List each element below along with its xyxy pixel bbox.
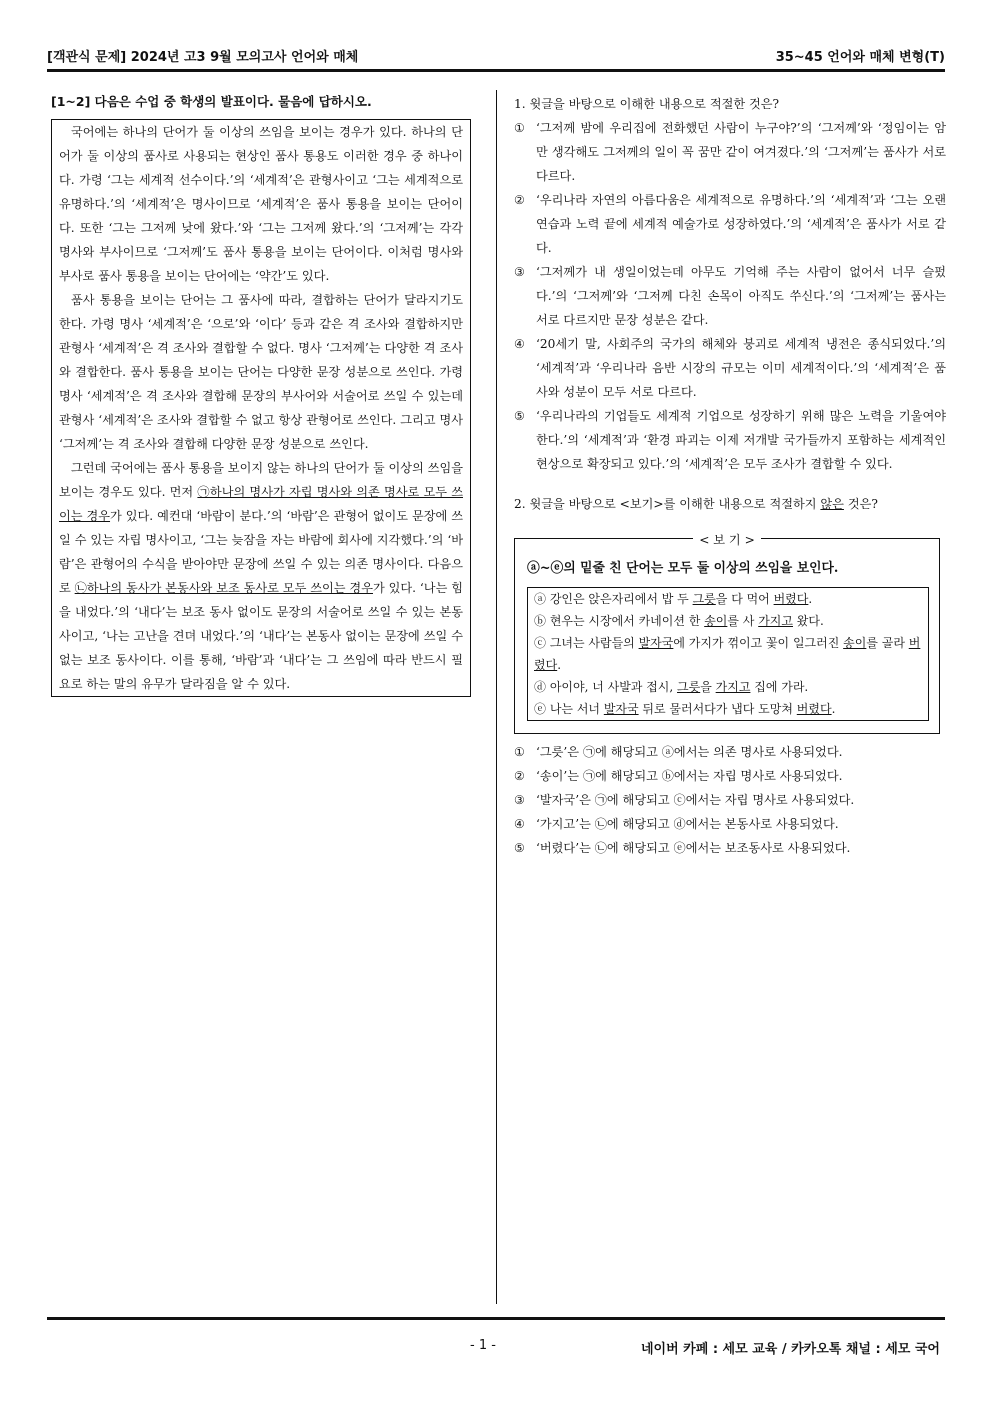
bogi-heading: ⓐ~ⓔ의 밑줄 친 단어는 모두 둘 이상의 쓰임을 보인다. xyxy=(527,561,839,576)
answer-option[interactable] xyxy=(514,116,946,188)
bogi-example xyxy=(534,698,922,720)
left-column xyxy=(51,92,471,697)
question-2 xyxy=(514,492,946,860)
column-divider xyxy=(496,90,497,1304)
example-text: ⓒ 그녀는 사람들의 xyxy=(534,636,639,650)
answer-option[interactable] xyxy=(514,188,946,260)
page-number: - 1 - xyxy=(470,1338,496,1353)
option-number: ① xyxy=(514,121,525,135)
example-text: 집에 가라. xyxy=(750,680,809,694)
example-text: . xyxy=(831,702,836,716)
example-target: 그릇 xyxy=(677,680,701,694)
option-number: ③ xyxy=(514,265,525,279)
option-number: ③ xyxy=(514,793,525,807)
footer-rule xyxy=(47,1317,945,1320)
reading-passage xyxy=(51,119,471,697)
example-text: . xyxy=(557,658,562,672)
example-text: 를 사 xyxy=(727,614,759,628)
example-text: ⓐ 강인은 앉은자리에서 밥 두 xyxy=(534,592,693,606)
bogi-example xyxy=(534,632,922,676)
bogi-examples xyxy=(527,587,929,721)
answer-option[interactable] xyxy=(514,332,946,404)
option-text: ‘발자국’은 ㉠에 해당되고 ⓒ에서는 자립 명사로 사용되었다. xyxy=(536,793,855,807)
example-target: 발자국 xyxy=(638,636,674,650)
example-text: 에 가지가 꺾이고 꽃이 일그러진 xyxy=(673,636,844,650)
question-2-options xyxy=(514,740,946,860)
example-target: 버렸다 xyxy=(534,636,921,672)
bogi-title xyxy=(515,528,939,552)
header-title: [객관식 문제] 2024년 고3 9월 모의고사 언어와 매체 xyxy=(47,50,359,65)
answer-option[interactable] xyxy=(514,740,946,764)
option-text: ‘가지고’는 ㉡에 해당되고 ⓓ에서는 본동사로 사용되었다. xyxy=(536,817,839,831)
header-range: 35~45 언어와 매체 변형(T) xyxy=(775,50,945,65)
passage-text: 그런데 국어에는 품사 통용을 보이지 않는 하나의 단어가 둘 이상의 쓰임을 보이는 경우도 있다. 먼저 xyxy=(59,461,463,499)
answer-option[interactable] xyxy=(514,836,946,860)
page-header xyxy=(47,42,945,68)
example-target: 버렸다 xyxy=(796,702,832,716)
example-target: 송이 xyxy=(843,636,867,650)
option-number: ② xyxy=(514,193,525,207)
passage-text: 가 있다. 예컨대 ‘바람이 분다.’의 ‘바람’은 관형어 없이도 문장에 쓰일 수 있는 자립 명사이고, ‘그는 늦잠을 자는 바람에 회사에 지각했다.’의 ‘바람’은 관형어의 수식을 받아야만 문장에 쓰일 수 있는 의존 명사이다. 다음으로 xyxy=(59,509,463,595)
answer-option[interactable] xyxy=(514,764,946,788)
example-text: ⓔ 나는 서너 xyxy=(534,702,604,716)
example-text: . xyxy=(808,592,813,606)
option-text: ‘그릇’은 ㉠에 해당되고 ⓐ에서는 의존 명사로 사용되었다. xyxy=(536,745,843,759)
bogi-example xyxy=(534,610,922,632)
stem-emphasis: 않은 xyxy=(820,497,844,511)
example-text: 을 xyxy=(700,680,716,694)
right-column xyxy=(514,92,946,860)
example-text: ⓑ 현우는 시장에서 카네이션 한 xyxy=(534,614,705,628)
option-text: ‘그저께가 내 생일이었는데 아무도 기억해 주는 사람이 없어서 너무 슬펐다.’의 ‘그저께’와 ‘그저께 다친 손목이 아직도 쑤신다.’의 ‘그저께’는 품사는 서로 다르지만 문장 성분은 같다. xyxy=(536,265,946,327)
header-rule xyxy=(47,69,945,72)
option-number: ① xyxy=(514,745,525,759)
option-text: ‘20세기 말, 사회주의 국가의 해체와 붕괴로 세계적 냉전은 종식되었다.’의 ‘세계적’과 ‘우리나라 음반 시장의 규모는 이미 세계적이다.’의 ‘세계적’은 품사와 성분이 모두 서로 다르다. xyxy=(536,337,946,399)
example-text: 뒤로 물러서다가 냅다 도망쳐 xyxy=(638,702,797,716)
option-text: ‘우리나라의 기업들도 세계적 기업으로 성장하기 위해 많은 노력을 기울여야 한다.’의 ‘세계적’과 ‘환경 파괴는 이제 저개발 국가들까지 포함하는 세계적인 현상으로 확장되고 있다.’의 ‘세계적’은 모두 조사가 결합할 수 있다. xyxy=(536,409,946,471)
answer-option[interactable] xyxy=(514,404,946,476)
example-text: 을 다 먹어 xyxy=(715,592,774,606)
stem-text: 것은? xyxy=(843,497,878,511)
footer-credit: 네이버 카페 : 세모 교육 / 카카오톡 채널 : 세모 국어 xyxy=(640,1342,940,1357)
passage-paragraph-1: 국어에는 하나의 단어가 둘 이상의 쓰임을 보이는 경우가 있다. 하나의 단어가 둘 이상의 품사로 사용되는 현상인 품사 통용도 이러한 경우 중 하나이다. 가령 ‘그는 세계적 선수이다.’의 ‘세계적’은 관형사이고 ‘그는 세계적으로 유명하다.’의 ‘세계적’은 명사이므로 ‘세계적’은 품사 통용을 보이는 단어이다. 또한 ‘그는 그저께 낮에 왔다.’와 ‘그는 그저께 왔다.’의 ‘그저께’는 각각 명사와 부사이므로 ‘그저께’도 품사 통용을 보이는 단어이다. 이처럼 명사와 부사로 품사 통용을 보이는 단어에는 ‘약간’도 있다. xyxy=(59,125,463,283)
example-text: 를 골라 xyxy=(866,636,909,650)
underlined-clause-a: ㉠하나의 명사가 자립 명사와 의존 명사로 모두 쓰이는 경우 xyxy=(59,485,463,523)
option-text: ‘송이’는 ㉠에 해당되고 ⓑ에서는 자립 명사로 사용되었다. xyxy=(536,769,843,783)
bogi-example xyxy=(534,676,922,698)
answer-option[interactable] xyxy=(514,260,946,332)
bogi-box xyxy=(514,533,940,734)
passage-text: 가 있다. ‘나는 힘을 내었다.’의 ‘내다’는 보조 동사 없이도 문장의 서술어로 쓰일 수 있는 본동사이고, ‘나는 고난을 견뎌 내었다.’의 ‘내다’는 본동사 없이는 문장에 쓰일 수 없는 보조 동사이다. 이를 통해, ‘바람’과 ‘내다’는 그 쓰임에 따라 반드시 필요로 하는 말의 유무가 달라짐을 알 수 있다. xyxy=(59,581,463,691)
answer-option[interactable] xyxy=(514,812,946,836)
option-text: ‘버렸다’는 ㉡에 해당되고 ⓔ에서는 보조동사로 사용되었다. xyxy=(536,841,851,855)
option-number: ⑤ xyxy=(514,841,525,855)
question-2-stem xyxy=(514,492,946,516)
option-text: ‘그저께 밤에 우리집에 전화했던 사람이 누구야?’의 ‘그저께’와 ‘정임이는 암만 생각해도 그저께의 일이 꼭 꿈만 같이 여겨졌다.’의 ‘그저께’는 품사가 서로 다르다. xyxy=(536,121,946,183)
stem-text: 2. 윗글을 바탕으로 <보기>를 이해한 내용으로 적절하지 xyxy=(514,497,821,511)
bogi-title-text: < 보 기 > xyxy=(693,533,761,547)
answer-option[interactable] xyxy=(514,788,946,812)
passage-paragraph-3 xyxy=(59,456,463,696)
passage-paragraph-2: 품사 통용을 보이는 단어는 그 품사에 따라, 결합하는 단어가 달라지기도 한다. 가령 명사 ‘세계적’은 ‘으로’와 ‘이다’ 등과 같은 격 조사와 결합하지만 관형사 ‘세계적’은 격 조사와 결합할 수 없다. 명사 ‘그저께’는 다양한 격 조사와 결합한다. 품사 통용을 보이는 단어는 다양한 문장 성분으로 쓰인다. 가령 명사 ‘세계적’은 격 조사와 결합해 문장의 부사어와 서술어로 쓰일 수 있는데 관형사 ‘세계적’은 조사와 결합할 수 없고 항상 관형어로 쓰인다. 그리고 명사 ‘그저께’는 격 조사와 결합해 다양한 문장 성분으로 쓰인다. xyxy=(59,293,463,451)
option-number: ④ xyxy=(514,817,525,831)
example-text: 왔다. xyxy=(792,614,824,628)
example-target: 가지고 xyxy=(758,614,793,628)
example-target: 버렸다 xyxy=(773,592,809,606)
option-number: ⑤ xyxy=(514,409,525,423)
question-group-intro: [1~2] 다음은 수업 중 학생의 발표이다. 물음에 답하시오. xyxy=(51,94,372,109)
example-target: 발자국 xyxy=(603,702,639,716)
question-1-options xyxy=(514,116,946,476)
option-number: ② xyxy=(514,769,525,783)
example-target: 그릇 xyxy=(692,592,716,606)
underlined-clause-b: ㉡하나의 동사가 본동사와 보조 동사로 모두 쓰이는 경우 xyxy=(74,581,373,595)
question-1-stem: 1. 윗글을 바탕으로 이해한 내용으로 적절한 것은? xyxy=(514,97,780,111)
bogi-example xyxy=(534,588,922,610)
example-target: 송이 xyxy=(704,614,728,628)
example-target: 가지고 xyxy=(715,680,751,694)
option-text: ‘우리나라 자연의 아름다움은 세계적으로 유명하다.’의 ‘세계적’과 ‘그는 오랜 연습과 노력 끝에 세계적 예술가로 성장하였다.’의 ‘세계적’은 품사가 서로 같다. xyxy=(536,193,946,255)
example-text: ⓓ 아이야, 너 사발과 접시, xyxy=(534,680,678,694)
option-number: ④ xyxy=(514,337,525,351)
